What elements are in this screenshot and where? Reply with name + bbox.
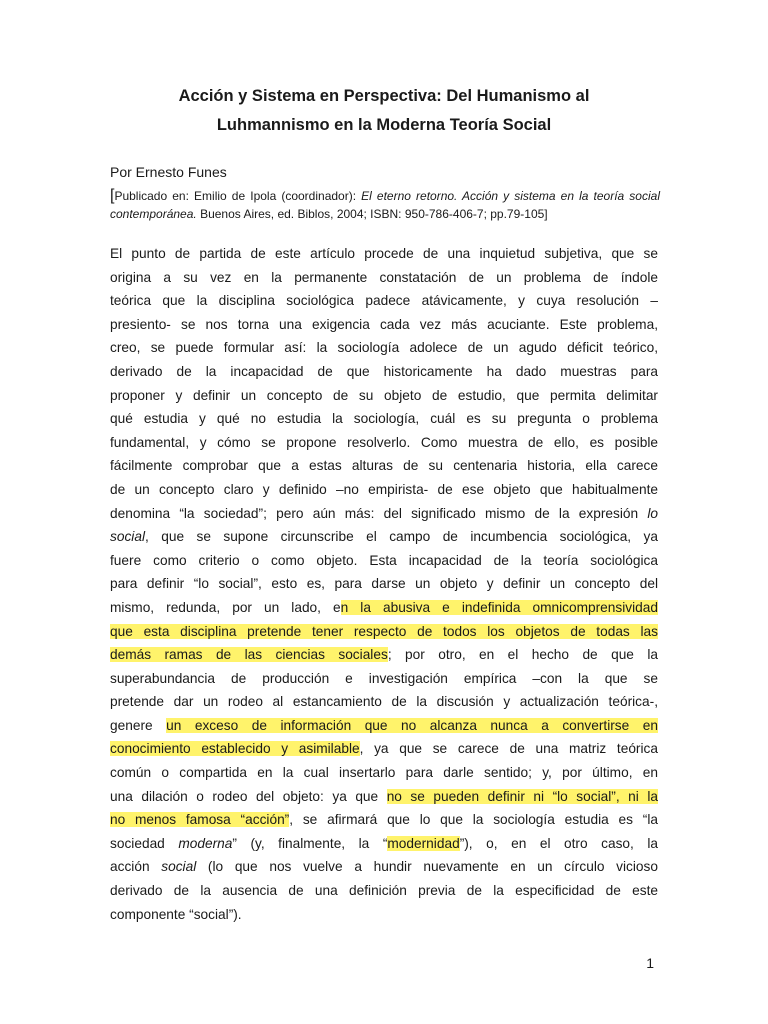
body-paragraph	[110, 242, 658, 926]
body-text: común o compartida en la cual insertarlo para darle sentido; y, por último, en	[110, 765, 658, 781]
body-line	[110, 903, 658, 927]
title-line-1: Acción y Sistema en Perspectiva: Del Humanismo al	[178, 87, 590, 105]
body-line	[110, 266, 658, 290]
body-text: ” (y, finalmente, la “	[232, 835, 388, 851]
body-text: de un concepto claro y definido –no empirista- de ese objeto que habitualmente	[110, 481, 658, 497]
body-text: mismo, redunda, por un lado, e	[110, 599, 341, 615]
document-title	[110, 82, 658, 140]
body-text: presiento- se nos torna una exigencia cada vez más acuciante. Este problema,	[110, 316, 658, 332]
body-text: genere	[110, 717, 167, 733]
open-bracket: [	[110, 187, 115, 204]
body-text: fácilmente comprobar que a estas alturas de su centenaria historia, ella carece	[110, 458, 658, 474]
body-text: qué estudia y qué no estudia la sociología, cuál es su pregunta o problema	[110, 411, 658, 427]
body-line	[110, 879, 658, 903]
body-line	[110, 785, 658, 809]
publication-reference	[110, 187, 660, 223]
body-text: sociedad	[110, 835, 179, 851]
body-text: fuere como criterio o como objeto. Esta incapacidad de la teoría sociológica	[110, 552, 658, 568]
body-text: (lo que nos vuelve a hundir nuevamente en un círculo vicioso	[196, 859, 658, 875]
highlighted-text: demás ramas de las ciencias sociales	[110, 647, 388, 663]
title-line-2: Luhmannismo en la Moderna Teoría Social	[216, 116, 552, 134]
body-line	[110, 431, 658, 455]
body-text: derivado de la incapacidad de que historicamente ha dado muestras para	[110, 363, 658, 379]
body-line	[110, 690, 658, 714]
body-line	[110, 289, 658, 313]
italic-text: social	[110, 529, 145, 545]
body-text: una dilación o rodeo del objeto: ya que	[110, 788, 387, 804]
body-line	[110, 407, 658, 431]
body-line	[110, 808, 658, 832]
body-text: acción	[110, 859, 162, 875]
body-text: para definir “lo social”, esto es, para darse un objeto y definir un concepto del	[110, 576, 658, 592]
body-text: derivado de la ausencia de una definición previa de la especificidad de este	[110, 883, 658, 899]
body-line	[110, 855, 658, 879]
body-text: denomina “la sociedad”; pero aún más: del significado mismo de la expresión	[110, 505, 648, 521]
highlighted-text: modernidad	[387, 835, 460, 851]
publication-book-title: El eterno retorno. Acción y sistema en la teoría social contemporánea.	[110, 189, 660, 221]
publication-prefix: Publicado en: Emilio de Ipola (coordinador):	[114, 189, 362, 203]
body-line	[110, 761, 658, 785]
body-line	[110, 667, 658, 691]
page-number: 1	[646, 955, 654, 971]
body-line	[110, 313, 658, 337]
body-text: ; por otro, en el hecho de que la	[387, 647, 658, 663]
body-line	[110, 478, 658, 502]
body-line	[110, 643, 658, 667]
highlighted-text: no menos famosa “acción”	[110, 812, 290, 828]
italic-text: moderna	[178, 835, 233, 851]
body-line	[110, 714, 658, 738]
body-line	[110, 549, 658, 573]
body-text: componente “social”).	[110, 906, 242, 922]
body-line	[110, 502, 658, 526]
italic-text: lo	[647, 505, 658, 521]
body-text: fundamental, y cómo se propone resolverlo. Como muestra de ello, es posible	[110, 434, 658, 450]
body-line	[110, 384, 658, 408]
highlighted-text: n la abusiva e indefinida omnicomprensividad	[340, 599, 658, 615]
body-line	[110, 454, 658, 478]
highlighted-text: conocimiento establecido y asimilable	[110, 741, 360, 757]
body-text: teórica que la disciplina sociológica padece atávicamente, y cuya resolución –	[110, 293, 658, 309]
publication-suffix: Buenos Aires, ed. Biblos, 2004; ISBN: 950-786-406-7; pp.79-105]	[196, 207, 548, 221]
body-text: , se afirmará que lo que la sociología estudia es “la	[289, 812, 658, 828]
body-text: origina a su vez en la permanente constatación de un problema de índole	[110, 269, 658, 285]
body-text: superabundancia de producción e investigación empírica –con la que se	[110, 670, 658, 686]
body-line	[110, 596, 658, 620]
author-byline: Por Ernesto Funes	[110, 164, 227, 180]
highlighted-text: un exceso de información que no alcanza nunca a convertirse en	[166, 717, 658, 733]
body-text: pretende dar un rodeo al estancamiento de la discusión y actualización teórica-,	[110, 694, 658, 710]
body-text: creo, se puede formular así: la sociología adolece de un agudo déficit teórico,	[110, 340, 658, 356]
body-line	[110, 572, 658, 596]
body-text: proponer y definir un concepto de su objeto de estudio, que permita delimitar	[110, 387, 658, 403]
body-line	[110, 360, 658, 384]
italic-text: social	[161, 859, 197, 875]
body-line	[110, 336, 658, 360]
body-line	[110, 525, 658, 549]
highlighted-text: no se pueden definir ni “lo social”, ni la	[386, 788, 658, 804]
body-text: ”), o, en el otro caso, la	[459, 835, 658, 851]
body-text: , que se supone circunscribe el campo de incumbencia sociológica, ya	[145, 529, 658, 545]
highlighted-text: que esta disciplina pretende tener respecto de todos los objetos de todas las	[110, 623, 658, 639]
body-line	[110, 832, 658, 856]
body-text: El punto de partida de este artículo procede de una inquietud subjetiva, que se	[110, 246, 658, 261]
body-line	[110, 620, 658, 644]
body-text: , ya que se carece de una matriz teórica	[359, 741, 658, 757]
body-line	[110, 242, 658, 266]
body-line	[110, 737, 658, 761]
